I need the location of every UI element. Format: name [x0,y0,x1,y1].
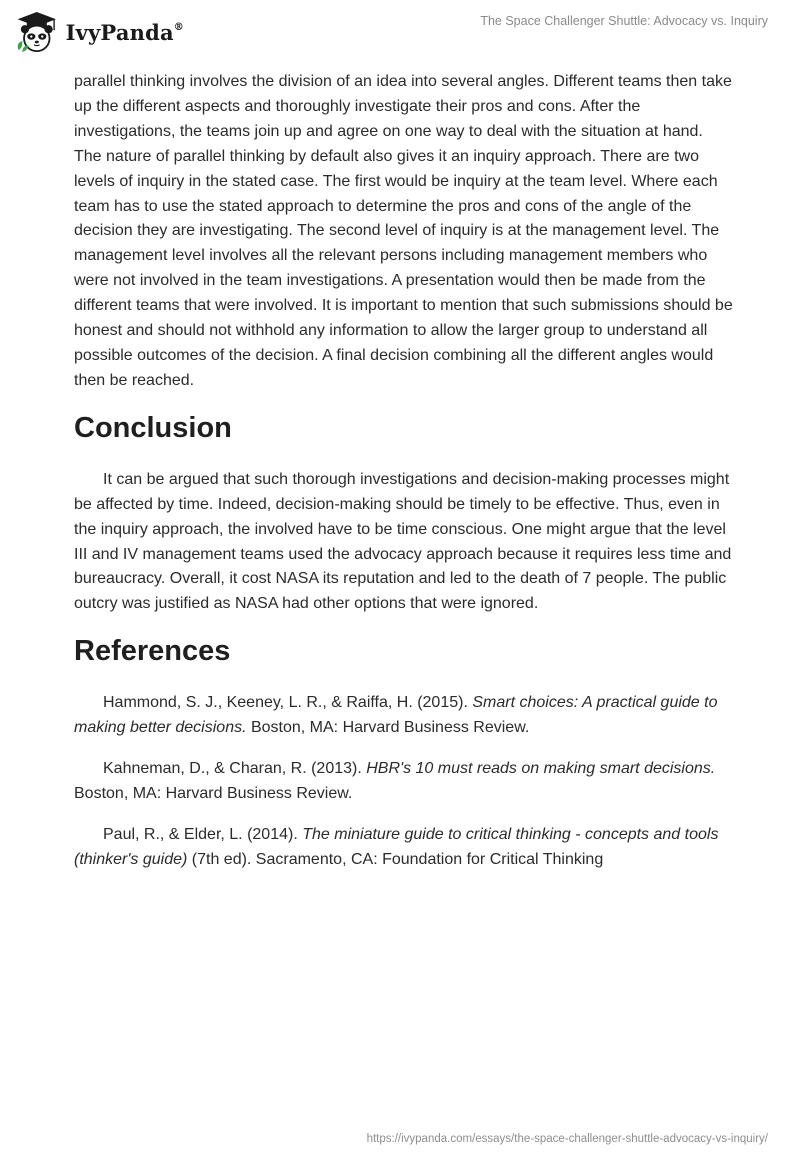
panda-graduate-icon [14,8,60,56]
reference-title: Smart choices: A practical guide to making better decisions. [74,694,718,737]
reference-title: HBR's 10 must reads on making smart decisions. [366,760,716,778]
references-list [74,691,734,872]
conclusion-heading: Conclusion [74,411,232,444]
reference-item [74,823,734,873]
reference-title: The miniature guide to critical thinking - concepts and tools (thinker's guide) [74,825,719,868]
reference-authors: Paul, R., & Elder, L. (2014). [103,825,303,843]
reference-authors: Hammond, S. J., Keeney, L. R., & Raiffa, H. (2015). [103,694,473,712]
ivypanda-logo[interactable] [14,8,184,56]
document-title: The Space Challenger Shuttle: Advocacy vs. Inquiry [480,14,768,28]
conclusion-paragraph: It can be argued that such thorough investigations and decision-making processes might be affected by time. Indeed, decision-making should be timely to be effective. Thus, even in the inquiry approach, the involved have to be time conscious. One might argue that the level III and IV management teams used the advocacy approach because it requires less time and bureaucracy. Overall, it cost NASA its reputation and led to the death of 7 people. The public outcry was justified as NASA had other options that were ignored. [74,470,732,613]
reference-item [74,757,734,807]
registered-mark: ® [173,21,184,33]
reference-publisher: Boston, MA: Harvard Business Review. [246,719,530,737]
essay-content [74,70,734,889]
reference-publisher: Boston, MA: Harvard Business Review. [74,784,353,802]
reference-authors: Kahneman, D., & Charan, R. (2013). [103,760,367,778]
page-header [0,0,800,64]
logo-wordmark: IvyPanda® [65,19,184,45]
reference-publisher: (7th ed). Sacramento, CA: Foundation for Critical Thinking [187,850,604,868]
source-url-link[interactable]: https://ivypanda.com/essays/the-space-challenger-shuttle-advocacy-vs-inquiry/ [366,1133,768,1145]
reference-item [74,691,734,741]
intro-paragraph: parallel thinking involves the division of an idea into several angles. Different teams then take up the different aspects and thoroughly investigate their pros and cons. After the investigations, the teams join up and agree on one way to deal with the situation at hand. The nature of parallel thinking by default also gives it an inquiry approach. There are two levels of inquiry in the stated case. The first would be inquiry at the team level. Where each team has to use the stated approach to determine the pros and cons of the angle of the decision they are investigating. The second level of inquiry is at the management level. The management level involves all the relevant persons including management members who were not involved in the team investigations. A presentation would then be made from the different teams that were involved. It is important to mention that such submissions should be honest and should not withhold any information to allow the larger group to understand all possible outcomes of the decision. A final decision combining all the different angles would then be reached. [74,73,733,389]
references-heading: References [74,635,231,668]
